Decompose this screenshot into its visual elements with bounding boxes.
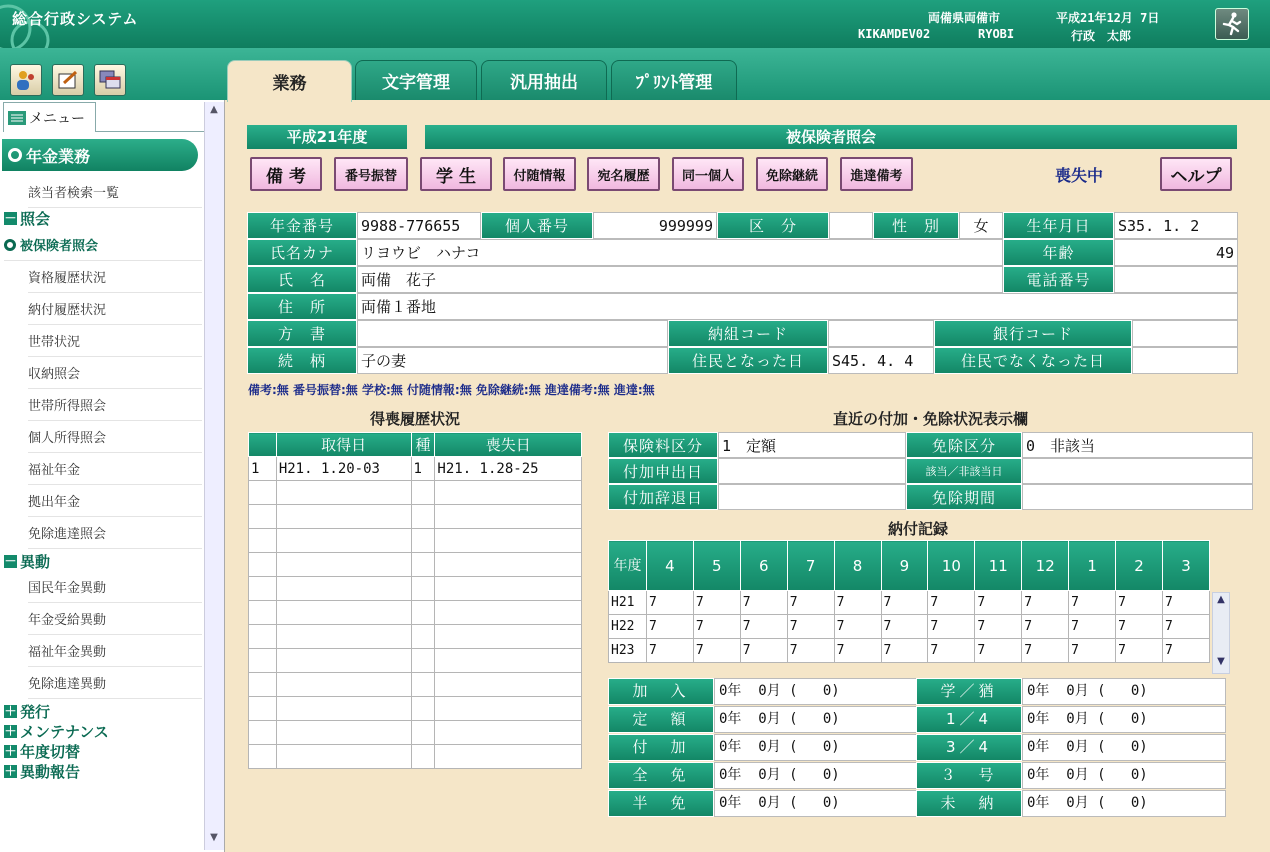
sidebar-item[interactable]: 免除進達照会 [28,517,202,549]
payment-year-cell: H21 [609,591,647,615]
sidebar-item[interactable]: 免除進達異動 [28,667,202,699]
payment-cell: 7 [881,639,928,663]
tab-business[interactable]: 業務 [227,60,352,102]
payment-col-month: 8 [834,541,881,591]
personal-number: 999999 [593,212,717,239]
sidebar-item[interactable]: 年金受給異動 [28,603,202,635]
label-bank-code: 銀行コード [934,320,1132,347]
windows-tool-button[interactable] [94,64,126,96]
student-button[interactable]: 学 生 [420,157,492,191]
summary-label: 3／4 [916,734,1022,761]
sidebar-group-inquiry[interactable] [4,208,50,228]
payment-col-month: 1 [1069,541,1116,591]
payment-cell: 7 [975,591,1022,615]
scroll-down-icon[interactable]: ▼ [1217,656,1225,667]
payment-cell: 7 [1116,639,1163,663]
sidebar-group-change-report[interactable] [4,761,80,781]
sidebar-item[interactable]: 福祉年金異動 [28,635,202,667]
table-row [249,649,582,673]
history-cell: H21. 1.28-25 [435,457,582,481]
table-row [249,577,582,601]
summary-label: 付 加 [608,734,714,761]
resident-date: S45. 4. 4 [828,347,934,374]
summary-label: 未 納 [916,790,1022,817]
payment-cell: 7 [881,615,928,639]
payment-cell: 7 [928,591,975,615]
expand-icon: ＋ [4,743,17,758]
address-history-button[interactable]: 宛名履歴 [587,157,660,191]
label-resident-date: 住民となった日 [668,347,828,374]
payment-col-month: 2 [1116,541,1163,591]
expand-icon: ＋ [4,723,17,738]
history-title: 得喪履歴状況 [369,410,460,428]
sidebar-item-label: 被保険者照会 [20,239,99,254]
label-katagaki: 方 書 [247,320,357,347]
label-phone: 電話番号 [1003,266,1114,293]
summary-value: 0年 0月 ( 0) [714,790,918,817]
payment-cell: 7 [881,591,928,615]
union-code-value [828,320,934,347]
label-exemption-period: 免除期間 [906,484,1022,510]
age-value: 49 [1114,239,1238,266]
sidebar-group-issue[interactable] [4,701,50,721]
payment-col-year: 年度 [609,541,647,591]
tab-character-management[interactable]: 文字管理 [355,60,477,100]
terminal-id: KIKAMDEV02 [858,27,931,41]
sidebar-group-change[interactable] [4,551,50,571]
payment-table [608,540,1210,663]
payment-col-month: 4 [646,541,693,591]
table-row [249,553,582,577]
table-row [249,673,582,697]
payment-cell: 7 [787,591,834,615]
payment-col-month: 5 [693,541,740,591]
payment-cell: 7 [834,615,881,639]
table-row[interactable] [609,639,1210,663]
payment-cell: 7 [834,639,881,663]
sidebar-item[interactable]: 拠出年金 [28,485,202,517]
table-row[interactable] [249,457,582,481]
summary-label: 全 免 [608,762,714,789]
label-surcharge-decline-date: 付加辞退日 [608,484,718,510]
label-birth-date: 生年月日 [1003,212,1114,239]
group-label: 年度切替 [20,742,81,761]
sidebar-item[interactable]: 福祉年金 [28,453,202,485]
history-col-type: 種 [411,433,435,457]
address-value: 両備１番地 [357,293,1238,320]
sidebar-scrollbar[interactable] [204,102,224,850]
label-name-kana: 氏名カナ [247,239,357,266]
label-personal-no: 個人番号 [481,212,593,239]
sex-value: 女 [959,212,1003,239]
table-row [249,529,582,553]
table-row[interactable] [609,591,1210,615]
group-label: 異動報告 [20,762,81,781]
sidebar-item[interactable]: 世帯状況 [28,325,202,357]
windows-icon [98,68,122,92]
scroll-up-icon[interactable]: ▲ [210,104,218,115]
surcharge-title: 直近の付加・免除状況表示欄 [832,410,1028,428]
payment-col-month: 3 [1162,541,1209,591]
exemption-continue-button[interactable]: 免除継続 [756,157,828,191]
sidebar-group-maintenance[interactable] [4,721,109,741]
system-date: 平成21年12月 7日 [1056,11,1160,25]
group-label: 照会 [20,209,51,228]
sidebar-item[interactable]: 個人所得照会 [28,421,202,453]
payment-cell: 7 [646,639,693,663]
table-row [249,721,582,745]
bank-code-value [1132,320,1238,347]
payment-year-cell: H23 [609,639,647,663]
payment-cell: 7 [928,615,975,639]
payment-cell: 7 [693,591,740,615]
table-row [249,745,582,769]
payment-cell: 7 [975,615,1022,639]
exemption-period [1022,484,1253,510]
label-relation: 続 柄 [247,347,357,374]
payment-year-cell: H22 [609,615,647,639]
label-premium-category: 保険料区分 [608,432,718,458]
history-cell: 1 [411,457,435,481]
summary-label: 加 入 [608,678,714,705]
summary-value: 0年 0月 ( 0) [714,734,918,761]
summary-value: 0年 0月 ( 0) [1022,734,1226,761]
label-category: 区 分 [717,212,829,239]
users-icon [14,68,38,92]
phone-value [1114,266,1238,293]
status-label: 喪失中 [1055,166,1104,185]
remarks-button[interactable]: 備 考 [250,157,322,191]
payment-title: 納付記録 [887,520,948,538]
help-button[interactable]: ヘルプ [1160,157,1232,191]
scroll-down-icon[interactable]: ▼ [210,832,218,843]
payment-cell: 7 [1022,591,1069,615]
history-col-acquired: 取得日 [276,433,411,457]
payment-cell: 7 [1162,591,1209,615]
history-table [248,432,582,769]
expand-icon: ＋ [4,703,17,718]
summary-value: 0年 0月 ( 0) [1022,706,1226,733]
history-col-no [249,433,277,457]
payment-cell: 7 [1116,591,1163,615]
radio-selected-icon [4,239,16,251]
sidebar-item-search-list[interactable]: 該当者検索一覧 [28,176,202,208]
table-row [249,625,582,649]
sidebar-item[interactable]: 収納照会 [28,357,202,389]
edit-form-icon [56,68,80,92]
sidebar-item-selected[interactable] [4,229,202,261]
payment-cell: 7 [834,591,881,615]
payment-cell: 7 [740,615,787,639]
tab-general-extraction[interactable]: 汎用抽出 [481,60,607,100]
label-exemption-category: 免除区分 [906,432,1022,458]
scroll-up-icon[interactable]: ▲ [1217,594,1225,605]
radio-selected-icon [8,148,22,162]
summary-value: 0年 0月 ( 0) [1022,762,1226,789]
module-label: 年金業務 [26,146,91,166]
payment-cell: 7 [975,639,1022,663]
page-title: 被保険者照会 [425,125,1237,149]
summary-label: 定 額 [608,706,714,733]
payment-cell: 7 [1116,615,1163,639]
users-tool-button[interactable] [10,64,42,96]
payment-cell: 7 [646,615,693,639]
sidebar-current-module[interactable] [2,139,198,171]
sidebar-item[interactable]: 国民年金異動 [28,571,202,603]
payment-cell: 7 [1069,615,1116,639]
payment-cell: 7 [1069,639,1116,663]
group-label: 発行 [20,702,51,721]
sidebar-group-year-switch[interactable] [4,741,80,761]
menu-tab[interactable] [3,102,96,132]
history-cell: 1 [249,457,277,481]
payment-cell: 7 [1162,639,1209,663]
payment-cell: 7 [1022,639,1069,663]
payment-cell: 7 [1162,615,1209,639]
premium-category: 1 定額 [718,432,906,458]
payment-cell: 7 [740,591,787,615]
menu-list-icon [8,111,26,125]
payment-cell: 7 [1022,615,1069,639]
number-transfer-button[interactable]: 番号振替 [334,157,408,191]
relation-value: 子の妻 [357,347,668,374]
label-surcharge-apply-date: 付加申出日 [608,458,718,484]
payment-cell: 7 [1069,591,1116,615]
payment-col-month: 11 [975,541,1022,591]
exit-button[interactable] [1215,8,1249,40]
nonresident-date [1132,347,1238,374]
label-name: 氏 名 [247,266,357,293]
payment-col-month: 6 [740,541,787,591]
label-union-code: 納組コード [668,320,828,347]
surcharge-decline-date [718,484,906,510]
exit-runner-icon [1221,12,1243,36]
history-cell: H21. 1.20-03 [276,457,411,481]
collapse-icon: － [4,553,17,568]
table-row[interactable] [609,615,1210,639]
table-row [249,481,582,505]
payment-cell: 7 [787,615,834,639]
summary-value: 0年 0月 ( 0) [1022,678,1226,705]
payment-cell: 7 [928,639,975,663]
surcharge-apply-date [718,458,906,484]
payment-col-month: 10 [928,541,975,591]
birth-date: S35. 1. 2 [1114,212,1238,239]
summary-value: 0年 0月 ( 0) [714,706,918,733]
history-col-lost: 喪失日 [435,433,582,457]
summary-label: 半 免 [608,790,714,817]
summary-label: ３ 号 [916,762,1022,789]
progress-remarks-button[interactable]: 進達備考 [840,157,913,191]
payment-cell: 7 [646,591,693,615]
payment-col-month: 12 [1022,541,1069,591]
edit-tool-button[interactable] [52,64,84,96]
same-person-button[interactable]: 同一個人 [672,157,744,191]
payment-cell: 7 [693,639,740,663]
collapse-icon: － [4,210,17,225]
menu-tab-label: メニュー [29,110,85,127]
label-pension-no: 年金番号 [247,212,357,239]
summary-value: 0年 0月 ( 0) [714,678,918,705]
tab-print-management[interactable]: ﾌﾟﾘﾝﾄ管理 [611,60,737,100]
table-row [249,697,582,721]
katagaki-value [357,320,668,347]
label-nonresident-date: 住民でなくなった日 [934,347,1132,374]
org-name: 両備県両備市 [928,11,1001,25]
name-kana: リヨウビ ハナコ [357,239,1003,266]
payment-cell: 7 [740,639,787,663]
full-name: 両備 花子 [357,266,1003,293]
sidebar-item[interactable]: 納付履歴状況 [28,293,202,325]
summary-label: 学／猶 [916,678,1022,705]
label-sex: 性 別 [873,212,959,239]
app-title: 総合行政システム [12,10,139,28]
divider [96,131,204,132]
flags-line: 備考:無 番号振替:無 学校:無 付随情報:無 免除継続:無 進達備考:無 進達:無 [248,383,655,397]
summary-value: 0年 0月 ( 0) [1022,790,1226,817]
user-id: RYOBI [978,27,1015,41]
label-age: 年齢 [1003,239,1114,266]
exemption-category: 0 非該当 [1022,432,1253,458]
pension-number: 9988-776655 [357,212,481,239]
group-label: メンテナンス [20,722,109,741]
payment-cell: 7 [787,639,834,663]
fiscal-year-bar: 平成21年度 [247,125,407,149]
table-row [249,601,582,625]
sidebar-item[interactable]: 資格履歴状況 [28,261,202,293]
applicable-date [1022,458,1253,484]
summary-label: 1／4 [916,706,1022,733]
group-label: 異動 [20,552,51,571]
payment-cell: 7 [693,615,740,639]
label-address: 住 所 [247,293,357,320]
user-name: 行政 太郎 [1071,29,1132,43]
table-row [249,505,582,529]
category-value [829,212,873,239]
attached-info-button[interactable]: 付随情報 [503,157,576,191]
payment-col-month: 9 [881,541,928,591]
label-applicable-date: 該当／非該当日 [906,458,1022,484]
summary-value: 0年 0月 ( 0) [714,762,918,789]
payment-col-month: 7 [787,541,834,591]
expand-icon: ＋ [4,763,17,778]
sidebar-item[interactable]: 世帯所得照会 [28,389,202,421]
